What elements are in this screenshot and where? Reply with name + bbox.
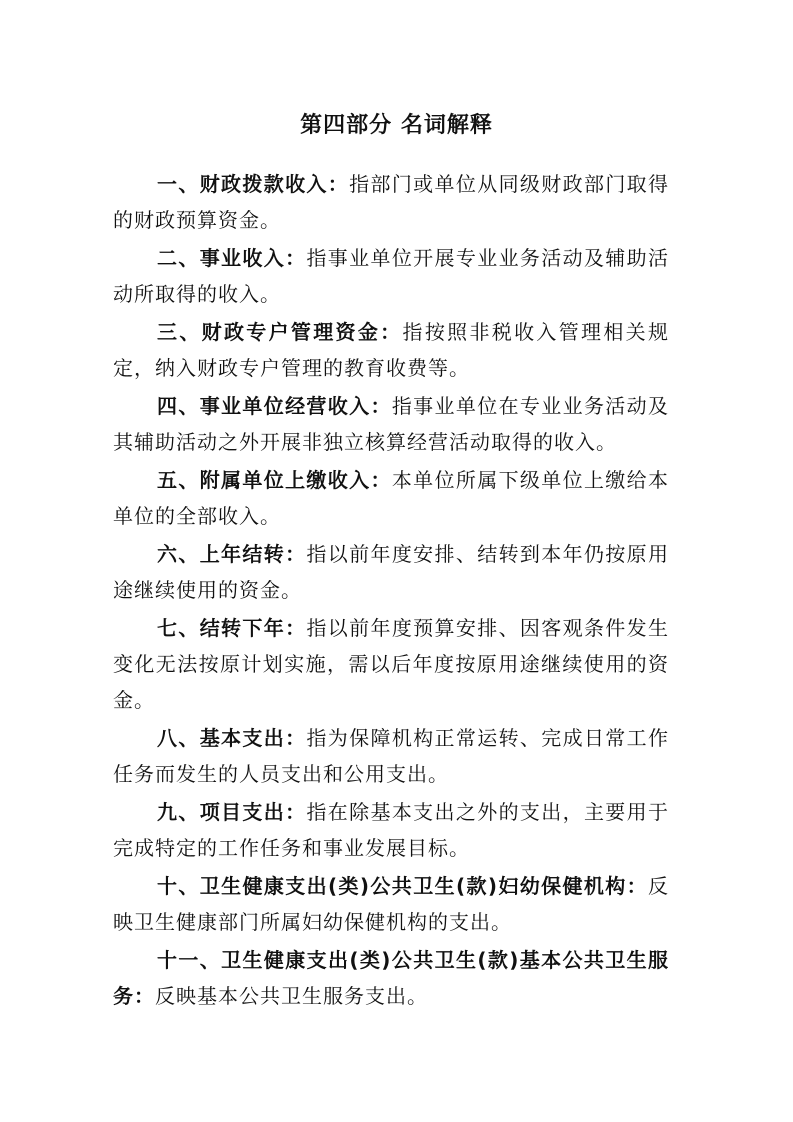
glossary-definition: 本单位所属下级单位上缴给本单位的全部收入。 — [113, 468, 670, 528]
glossary-entry — [113, 610, 669, 718]
glossary-definition: 反映基本公共卫生服务支出。 — [155, 984, 428, 1008]
glossary-entry — [113, 942, 669, 1014]
glossary-term: 一、财政拨款收入： — [157, 172, 350, 196]
glossary-entry — [113, 536, 669, 608]
glossary-term: 二、事业收入： — [157, 246, 307, 270]
glossary-term: 十、卫生健康支出(类)公共卫生(款)妇幼保健机构： — [157, 874, 648, 898]
glossary-entry — [113, 794, 669, 866]
glossary-definition: 指部门或单位从同级财政部门取得的财政预算资金。 — [113, 172, 670, 232]
glossary-definition: 反映卫生健康部门所属妇幼保健机构的支出。 — [113, 874, 669, 934]
glossary-definition: 指按照非税收入管理相关规定，纳入财政专户管理的教育收费等。 — [113, 320, 669, 380]
glossary-entry — [113, 462, 669, 534]
glossary-entry — [113, 314, 669, 386]
glossary-term: 四、事业单位经营收入： — [157, 394, 392, 418]
glossary-term: 六、上年结转： — [157, 542, 307, 566]
glossary-definition: 指以前年度预算安排、因客观条件发生变化无法按原计划实施，需以后年度按原用途继续使用的资金。 — [113, 616, 670, 712]
glossary-term: 九、项目支出： — [157, 800, 307, 824]
glossary-definition: 指在除基本支出之外的支出，主要用于完成特定的工作任务和事业发展目标。 — [113, 800, 670, 860]
glossary-term: 十一、卫生健康支出(类)公共卫生(款)基本公共卫生服务： — [113, 948, 669, 1008]
glossary-term: 七、结转下年： — [157, 616, 307, 640]
glossary-definition: 指事业单位在专业业务活动及其辅助活动之外开展非独立核算经营活动取得的收入。 — [113, 394, 670, 454]
glossary-definition: 指为保障机构正常运转、完成日常工作任务而发生的人员支出和公用支出。 — [113, 726, 670, 786]
page-title: 第四部分 名词解释 — [300, 113, 493, 138]
glossary-term: 五、附属单位上缴收入： — [157, 468, 392, 492]
glossary-entry — [113, 388, 669, 460]
glossary-term: 三、财政专户管理资金： — [157, 320, 403, 344]
glossary-definition: 指以前年度安排、结转到本年仍按原用途继续使用的资金。 — [113, 542, 670, 602]
glossary-entry — [113, 166, 669, 238]
glossary-list — [113, 166, 669, 1016]
glossary-definition: 指事业单位开展专业业务活动及辅助活动所取得的收入。 — [113, 246, 670, 306]
glossary-entry — [113, 868, 669, 940]
glossary-entry — [113, 720, 669, 792]
glossary-term: 八、基本支出： — [157, 726, 307, 750]
glossary-entry — [113, 240, 669, 312]
